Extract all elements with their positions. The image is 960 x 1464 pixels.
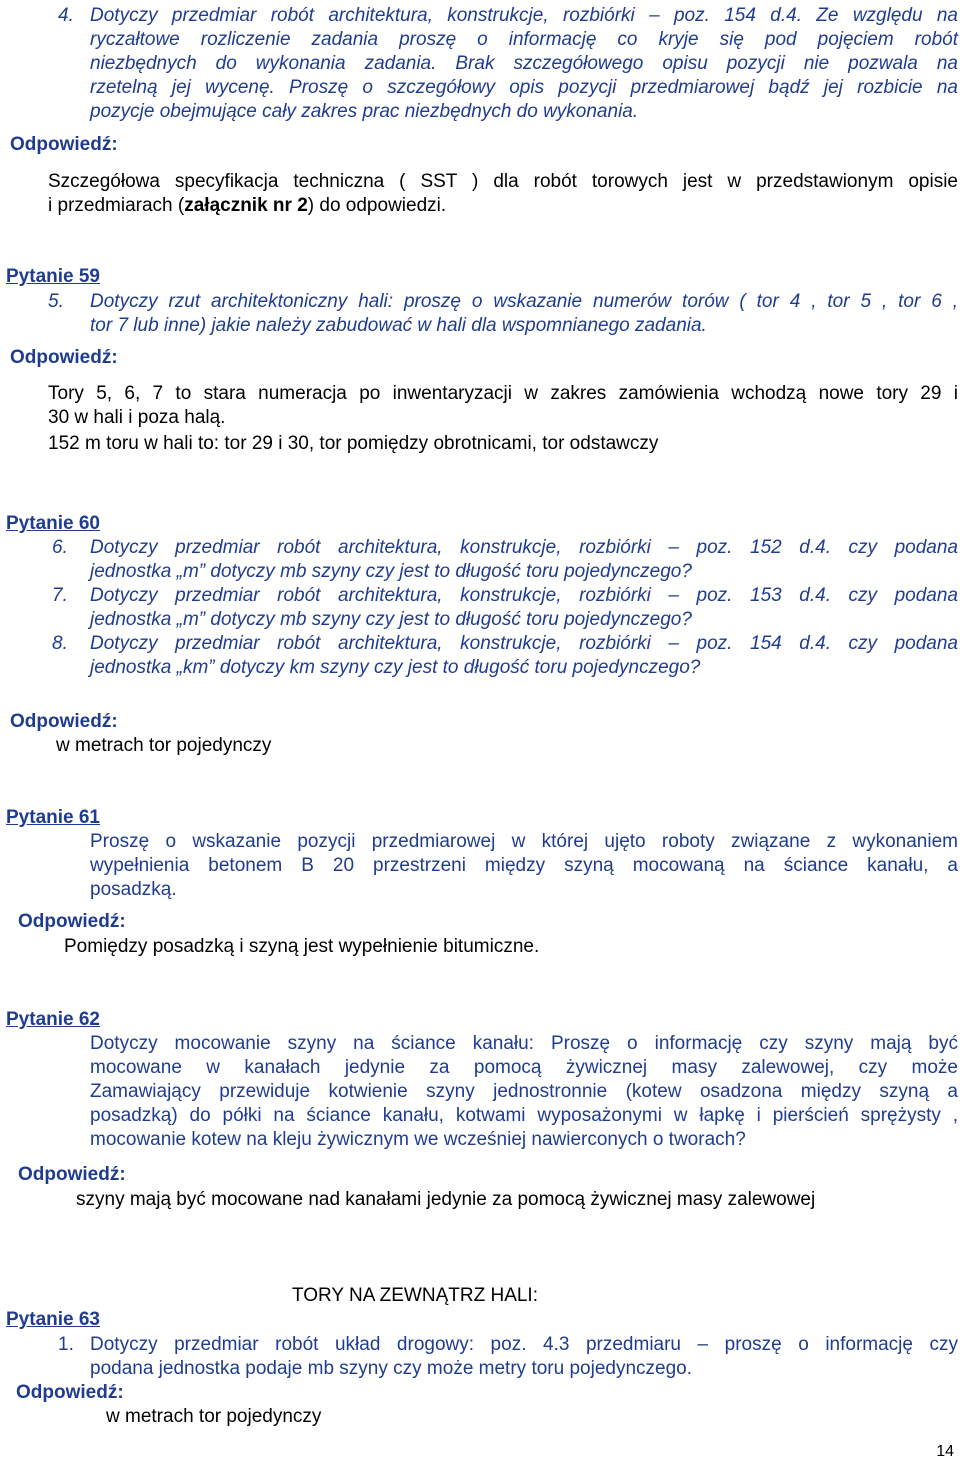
- text-line: Zamawiający przewiduje kotwienie szyny jednostronnie (kotew osadzona między szyną a: [90, 1081, 958, 1102]
- answer-text: Pomiędzy posadzką i szyną jest wypełnienie bitumiczne.: [64, 936, 540, 957]
- text-line: Dotyczy przedmiar robót układ drogowy: poz. 4.3 przedmiaru – proszę o informację czy: [90, 1334, 958, 1355]
- text-line: podana jednostka podaje mb szyny czy może metry toru pojedynczego.: [90, 1358, 692, 1379]
- answer-label: Odpowiedź:: [16, 1382, 124, 1403]
- question-text: [90, 290, 958, 338]
- list-number: 4.: [58, 5, 74, 26]
- answer-text: 152 m toru w hali to: tor 29 i 30, tor pomiędzy obrotnicami, tor odstawczy: [48, 433, 659, 454]
- question-text: [90, 830, 958, 902]
- text-line: jednostka „km” dotyczy km szyny czy jest to długość toru pojedynczego?: [90, 657, 701, 678]
- text-line: Dotyczy przedmiar robót architektura, konstrukcje, rozbiórki – poz. 152 d.4. czy podana: [90, 537, 958, 558]
- answer-text: [48, 170, 958, 218]
- question-title: Pytanie 62: [6, 1009, 100, 1030]
- text-line: mocowane w kanałach jedynie za pomocą żywicznej masy zalewowej, czy może: [90, 1057, 958, 1078]
- question-text: [90, 632, 958, 680]
- list-number: 7.: [52, 585, 68, 606]
- text-line: Dotyczy rzut architektoniczny hali: proszę o wskazanie numerów torów ( tor 4 , tor 5 , tor 6 ,: [90, 291, 958, 312]
- text-line: [48, 194, 958, 218]
- text-line: Proszę o wskazanie pozycji przedmiarowej w której ujęto roboty związane z wykonaniem: [90, 831, 958, 852]
- attachment-reference: załącznik nr 2: [184, 195, 308, 216]
- list-number: 8.: [52, 633, 68, 654]
- answer-label: Odpowiedź:: [10, 134, 118, 155]
- question-title: Pytanie 59: [6, 266, 100, 287]
- question-text: [90, 4, 958, 124]
- text-line: Dotyczy przedmiar robót architektura, konstrukcje, rozbiórki – poz. 154 d.4. Ze względu na: [90, 5, 958, 26]
- text-line: posadzką) do półki na ściance kanału, kotwami wyposażonymi w łapkę i pierścień sprężysty ,: [90, 1105, 958, 1126]
- answer-label: Odpowiedź:: [10, 347, 118, 368]
- text-line: rzetelną jej wycenę. Proszę o szczegółowy opis pozycji przedmiarowej bądź jej rozbicie na: [90, 77, 958, 98]
- text-line: wypełnienia betonem B 20 przestrzeni między szyną mocowaną na ściance kanału, a: [90, 855, 958, 876]
- text-line: jednostka „m” dotyczy mb szyny czy jest to długość toru pojedynczego?: [90, 609, 692, 630]
- answer-text: w metrach tor pojedynczy: [56, 735, 272, 756]
- text-span: i przedmiarach (: [48, 195, 185, 216]
- text-line: 30 w hali i poza halą.: [48, 407, 226, 428]
- text-line: tor 7 lub inne) jakie należy zabudować w hali dla wspomnianego zadania.: [90, 315, 707, 336]
- text-line: jednostka „m” dotyczy mb szyny czy jest to długość toru pojedynczego?: [90, 561, 692, 582]
- text-line: posadzką.: [90, 879, 177, 900]
- question-text: [90, 1333, 958, 1381]
- text-line: pozycje obejmujące cały zakres prac niezbędnych do wykonania.: [90, 101, 639, 122]
- list-number: 5.: [48, 291, 64, 312]
- text-span: ) do odpowiedzi.: [307, 195, 447, 216]
- page-number: 14: [936, 1443, 954, 1460]
- question-text: [90, 536, 958, 584]
- answer-label: Odpowiedź:: [18, 911, 126, 932]
- list-number: 6.: [52, 537, 68, 558]
- text-line: Tory 5, 6, 7 to stara numeracja po inwentaryzacji w zakres zamówienia wchodzą nowe tory 29 i: [48, 383, 958, 404]
- text-line: ryczałtowe rozliczenie zadania proszę o informację co kryje się pod pojęciem robót: [90, 29, 958, 50]
- list-number: 1.: [58, 1334, 74, 1355]
- answer-text: w metrach tor pojedynczy: [106, 1406, 322, 1427]
- text-line: Dotyczy przedmiar robót architektura, konstrukcje, rozbiórki – poz. 153 d.4. czy podana: [90, 585, 958, 606]
- question-text: [90, 1032, 958, 1152]
- text-line: Dotyczy przedmiar robót architektura, konstrukcje, rozbiórki – poz. 154 d.4. czy podana: [90, 633, 958, 654]
- answer-text: szyny mają być mocowane nad kanałami jedynie za pomocą żywicznej masy zalewowej: [76, 1189, 816, 1210]
- answer-text: [48, 382, 958, 430]
- answer-label: Odpowiedź:: [18, 1164, 126, 1185]
- question-title: Pytanie 63: [6, 1309, 100, 1330]
- answer-label: Odpowiedź:: [10, 711, 118, 732]
- question-title: Pytanie 61: [6, 807, 100, 828]
- section-heading: TORY NA ZEWNĄTRZ HALI:: [292, 1285, 538, 1306]
- text-line: Dotyczy mocowanie szyny na ściance kanału: Proszę o informację czy szyny mają być: [90, 1033, 958, 1054]
- text-line: niezbędnych do wykonania zadania. Brak szczegółowego opisu pozycji nie pozwala na: [90, 53, 958, 74]
- text-line: mocowanie kotew na kleju żywicznym we wcześniej nawierconych o tworach?: [90, 1129, 746, 1150]
- question-title: Pytanie 60: [6, 513, 100, 534]
- text-line: Szczegółowa specyfikacja techniczna ( SST ) dla robót torowych jest w przedstawionym opisie: [48, 171, 958, 192]
- question-text: [90, 584, 958, 632]
